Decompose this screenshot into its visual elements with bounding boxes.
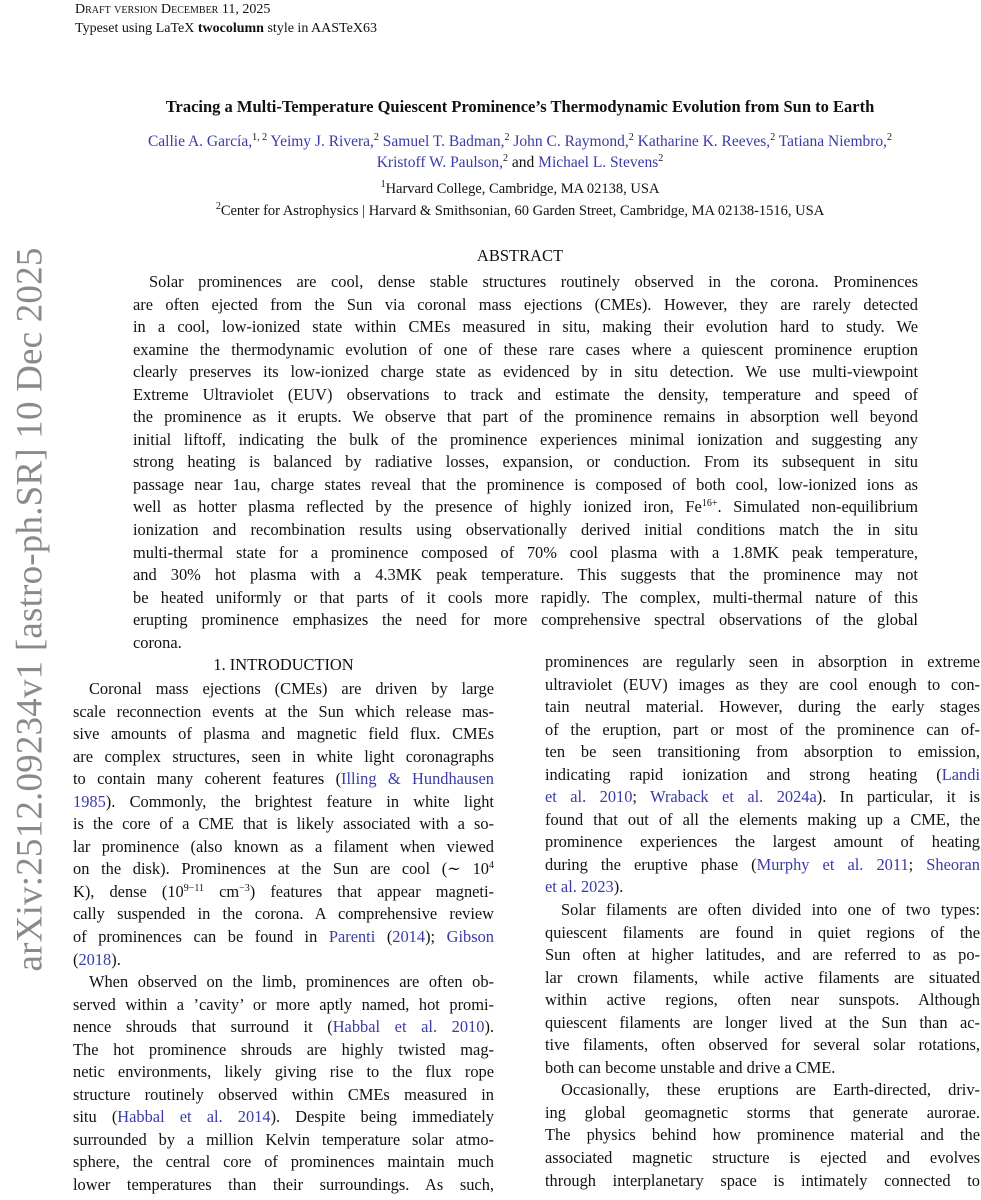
- text-run: Solar prominences are cool, dense stable structures routinely observed in the corona. Prominences: [149, 272, 918, 291]
- text-run: initial liftoff, indicating the bulk of the prominence experiences minimal ionization and suggesting any: [133, 429, 918, 449]
- left-column-text: [73, 678, 494, 1197]
- text-line: [73, 1129, 494, 1152]
- text-run: is the core of a CME that is likely associated with a so-: [73, 814, 494, 834]
- text-run: sive amounts of plasma and magnetic field flux. CMEs: [73, 724, 494, 744]
- text-line: [73, 1016, 494, 1039]
- text-run: to contain many coherent features (: [73, 769, 342, 789]
- text-line: [73, 1084, 494, 1107]
- citation-link[interactable]: 2018: [78, 949, 112, 969]
- text-line: [133, 564, 918, 587]
- author-list: [40, 131, 981, 173]
- text-line: [73, 701, 494, 724]
- text-run: passage near 1au, charge states reveal that the prominence is composed of both cool, low-ionized ions as: [133, 474, 918, 494]
- text-line: [73, 1061, 494, 1084]
- text-run: ;: [908, 854, 927, 874]
- text-run: on the disk). Prominences at the Sun are cool (∼ 10: [73, 859, 489, 879]
- text-line: [545, 989, 980, 1012]
- typeset-prefix: Typeset using: [75, 21, 156, 36]
- text-line: [73, 836, 494, 859]
- text-run: sphere, the central core of prominences maintain much: [73, 1152, 494, 1172]
- text-run: examine the thermodynamic evolution of one of these rare cases where a quiescent prominence eruption: [133, 339, 918, 359]
- text-line: [545, 1147, 980, 1170]
- affiliation-2: [0, 203, 981, 220]
- text-line: [73, 1151, 494, 1174]
- text-line: [133, 406, 918, 429]
- text-line: [73, 971, 494, 994]
- text-run: scale reconnection events at the Sun which release mas-: [73, 701, 494, 721]
- citation-link[interactable]: Landi: [941, 764, 980, 784]
- citation-link[interactable]: Illing & Hundhausen: [341, 769, 494, 789]
- section-heading-introduction: 1. INTRODUCTION: [213, 655, 354, 674]
- author-name[interactable]: Michael L. Stevens: [538, 154, 659, 171]
- text-line: [73, 1106, 494, 1129]
- text-run: surrounded by a million Kelvin temperature solar atmo-: [73, 1129, 494, 1149]
- paragraph: [133, 271, 918, 654]
- text-run: cally suspended in the corona. A comprehensive review: [73, 904, 494, 924]
- text-line: [73, 678, 494, 701]
- text-line: [133, 587, 918, 610]
- author-name[interactable]: Katharine K. Reeves,: [637, 133, 771, 150]
- text-run: are complex structures, seen in white light coronagraphs: [73, 746, 494, 766]
- text-line: [73, 791, 494, 814]
- text-run: ).: [613, 877, 624, 897]
- text-line: [133, 339, 918, 362]
- text-run: structure routinely observed within CMEs measured in: [73, 1084, 494, 1104]
- text-run: (: [375, 927, 393, 947]
- text-run: clearly preserves its low-ionized charge state as evidenced by in situ detection. We use multi-viewpoint: [133, 362, 918, 382]
- text-run: during the eruptive phase (: [545, 854, 757, 874]
- text-line: [545, 944, 980, 967]
- text-run: ).: [111, 949, 121, 969]
- right-column-text: [545, 651, 980, 1192]
- author-affiliation-mark: 2: [503, 153, 509, 164]
- text-run: be heated uniformly or that parts of it cools more rapidly. The complex, multi-thermal nature of this: [133, 587, 918, 607]
- citation-link[interactable]: Sheoran: [926, 854, 980, 874]
- text-line: [73, 1039, 494, 1062]
- text-run: quiescent filaments are found in quiet regions of the: [545, 922, 980, 942]
- text-run: prominence experiences the largest amount of heating: [545, 832, 980, 852]
- text-run: Coronal mass ejections (CMEs) are driven by large: [89, 679, 494, 698]
- superscript: 16+: [701, 498, 718, 510]
- paragraph: [73, 678, 494, 971]
- text-line: [545, 854, 980, 877]
- text-run: K), dense (10: [73, 881, 184, 901]
- affiliation-text: Center for Astrophysics | Harvard & Smithsonian, 60 Garden Street, Cambridge, MA 02138-1516, USA: [220, 203, 825, 219]
- text-line: [133, 496, 918, 519]
- text-line: [545, 1170, 980, 1193]
- typeset-suffix: style in AASTeX63: [263, 21, 377, 36]
- text-line: [545, 899, 980, 922]
- text-line: [545, 651, 980, 674]
- typeset-note: [75, 19, 377, 38]
- text-run: The physics behind how prominence material and the: [545, 1125, 980, 1145]
- citation-link[interactable]: 2014: [392, 927, 426, 947]
- text-run: associated magnetic structure is ejected and evolves: [545, 1148, 980, 1168]
- author-affiliation-mark: 2: [887, 132, 893, 143]
- author-name[interactable]: Kristoff W. Paulson,: [376, 154, 504, 171]
- text-line: [73, 723, 494, 746]
- text-line: [73, 1174, 494, 1197]
- text-run: indicating rapid ionization and strong heating (: [545, 764, 942, 784]
- superscript: 9−11: [183, 882, 205, 894]
- text-run: of the eruption, part or most of the prominence can of-: [545, 719, 980, 739]
- text-line: [73, 926, 494, 949]
- citation-link[interactable]: Murphy et al. 2011: [756, 854, 909, 874]
- paragraph: [545, 651, 980, 899]
- text-line: [73, 881, 494, 904]
- text-line: [133, 542, 918, 565]
- text-run: ten be seen transitioning from absorption to emission,: [545, 742, 980, 762]
- text-run: ). Despite being immediately: [270, 1107, 494, 1127]
- text-run: lar crown filaments, while active filaments are situated: [545, 967, 980, 987]
- text-run: cm: [204, 881, 240, 901]
- text-run: are often ejected from the Sun via coronal mass ejections (CMEs). However, they are rarely detected: [133, 294, 918, 314]
- text-run: prominences are regularly seen in absorption in extreme: [545, 652, 980, 671]
- text-run: ). In particular, it is: [816, 787, 980, 807]
- text-line: [545, 967, 980, 990]
- citation-link[interactable]: Gibson: [446, 927, 494, 947]
- citation-link[interactable]: Habbal et al. 2010: [332, 1017, 485, 1037]
- and-word: and: [508, 154, 539, 171]
- text-run: Solar filaments are often divided into one of two types:: [561, 900, 980, 920]
- text-run: found that out of all the elements making up a CME, the: [545, 809, 980, 829]
- latex-logo: LaTeX: [155, 21, 195, 36]
- text-line: [133, 294, 918, 317]
- affiliation-number: 1: [380, 179, 386, 190]
- text-run: ultraviolet (EUV) images as they are cool enough to con-: [545, 674, 980, 694]
- text-run: served within a ’cavity’ or more aptly named, hot promi-: [73, 994, 494, 1014]
- text-run: );: [425, 927, 447, 947]
- text-run: . Simulated non-equilibrium: [717, 497, 918, 517]
- text-line: [545, 786, 980, 809]
- text-line: [545, 674, 980, 697]
- text-line: [545, 1012, 980, 1035]
- superscript: −3: [239, 882, 250, 894]
- author-affiliation-mark: 2: [628, 132, 634, 143]
- text-line: [133, 271, 918, 294]
- author-affiliation-mark: 2: [504, 132, 510, 143]
- text-run: ).: [484, 1017, 494, 1037]
- text-line: [73, 768, 494, 791]
- running-header: [75, 0, 377, 38]
- text-line: [545, 1079, 980, 1102]
- author-affiliation-mark: 2: [658, 153, 664, 164]
- paper-title: Tracing a Multi-Temperature Quiescent Prominence’s Thermodynamic Evolution from Sun to Earth: [165, 97, 875, 116]
- text-line: [545, 696, 980, 719]
- citation-link[interactable]: 1985: [73, 791, 106, 811]
- paragraph: [545, 899, 980, 1079]
- paragraph: [545, 1079, 980, 1192]
- text-line: [73, 746, 494, 769]
- text-line: [545, 1034, 980, 1057]
- citation-link[interactable]: Wraback et al. 2024a: [650, 787, 817, 807]
- author-name[interactable]: Callie A. García,: [147, 133, 253, 150]
- text-line: [73, 858, 494, 881]
- text-run: through interplanetary space is intimately connected to: [545, 1170, 980, 1190]
- text-run: nence shrouds that surround it (: [73, 1017, 333, 1037]
- text-line: [133, 451, 918, 474]
- author-name[interactable]: John C. Raymond,: [513, 133, 629, 150]
- abstract-body: [133, 271, 918, 654]
- text-run: corona.: [133, 632, 182, 652]
- text-run: and 30% hot plasma with a 4.3MK peak temperature. This suggests that the prominence may not: [133, 565, 918, 585]
- text-run: ;: [632, 787, 651, 807]
- text-run: Sun often at higher latitudes, and are referred to as po-: [545, 945, 980, 965]
- text-run: multi-thermal state for a prominence composed of 70% cool plasma with a 1.8MK peak temperature,: [133, 542, 918, 562]
- text-line: [133, 609, 918, 632]
- text-run: the prominence as it erupts. We observe that part of the prominence remains in absorption well beyond: [133, 407, 918, 427]
- text-run: quiescent filaments are longer lived at the Sun than ac-: [545, 1012, 980, 1032]
- text-run: lar prominence (also known as a filament when viewed: [73, 836, 494, 856]
- text-run: ing global geomagnetic storms that generate aurorae.: [545, 1102, 980, 1122]
- author-affiliation-mark: 2: [770, 132, 776, 143]
- text-run: within active regions, often near sunspots. Although: [545, 990, 980, 1010]
- text-line: [133, 519, 918, 542]
- author-affiliation-mark: 1, 2: [252, 132, 268, 143]
- text-run: Occasionally, these eruptions are Earth-directed, driv-: [561, 1080, 980, 1100]
- text-run: both can become unstable and drive a CME.: [545, 1057, 836, 1077]
- text-line: [545, 1124, 980, 1147]
- text-run: well as hotter plasma reflected by the presence of highly ionized iron, Fe: [133, 497, 702, 517]
- text-line: [133, 316, 918, 339]
- text-line: [545, 741, 980, 764]
- text-run: (: [73, 949, 79, 969]
- text-run: ). Commonly, the brightest feature in white light: [105, 791, 494, 811]
- text-line: [73, 994, 494, 1017]
- author-name[interactable]: Tatiana Niembro,: [778, 133, 888, 150]
- text-line: [545, 831, 980, 854]
- abstract-heading: ABSTRACT: [476, 246, 564, 265]
- paragraph: [73, 971, 494, 1196]
- author-name[interactable]: Samuel T. Badman,: [382, 133, 505, 150]
- text-line: [133, 361, 918, 384]
- text-run: in a cool, low-ionized state within CMEs measured in situ, making their evolution hard to study. We: [133, 317, 918, 337]
- text-run: When observed on the limb, prominences are often ob-: [89, 972, 494, 992]
- text-line: [73, 903, 494, 926]
- text-line: [545, 719, 980, 742]
- text-run: tive filaments, often observed for several solar rotations,: [545, 1035, 980, 1055]
- text-run: The hot prominence shrouds are highly twisted mag-: [73, 1039, 494, 1059]
- text-line: [545, 764, 980, 787]
- text-run: netic environments, likely giving rise to the flux rope: [73, 1062, 494, 1082]
- text-run: strong heating is balanced by radiative losses, expansion, or conduction. From its subsequent in situ: [133, 452, 918, 472]
- citation-link[interactable]: et al. 2023: [545, 877, 614, 897]
- text-line: [545, 1057, 980, 1080]
- text-run: of prominences can be found in: [73, 927, 329, 947]
- citation-link[interactable]: Habbal et al. 2014: [117, 1107, 271, 1127]
- draft-date: Draft version December 11, 2025: [75, 2, 271, 17]
- text-run: lower temperatures than their surroundings. As such,: [73, 1175, 494, 1195]
- text-run: ionization and recombination results using observationally derived initial conditions match the in situ: [133, 520, 918, 540]
- text-line: [545, 1102, 980, 1125]
- text-line: [545, 876, 980, 899]
- affiliation-1: [0, 181, 981, 198]
- text-run: tain neutral material. However, during the early stages: [545, 697, 980, 717]
- text-line: [73, 949, 494, 972]
- affiliation-number: 2: [215, 201, 221, 212]
- author-name[interactable]: Yeimy J. Rivera,: [270, 133, 374, 150]
- text-run: situ (: [73, 1107, 118, 1127]
- superscript: 4: [489, 860, 494, 872]
- text-line: [133, 429, 918, 452]
- text-run: erupting prominence emphasizes the need for more comprehensive spectral observations of the global: [133, 610, 918, 630]
- text-line: [73, 813, 494, 836]
- text-run: ) features that appear magneti-: [249, 881, 494, 901]
- typeset-style: twocolumn: [197, 21, 264, 36]
- affiliation-text: Harvard College, Cambridge, MA 02138, USA: [385, 181, 660, 197]
- arxiv-identifier[interactable]: arXiv:2512.09234v1 [astro-ph.SR] 10 Dec 2025: [9, 247, 51, 972]
- citation-link[interactable]: Parenti: [328, 927, 376, 947]
- text-line: [545, 922, 980, 945]
- text-line: [545, 809, 980, 832]
- text-run: Extreme Ultraviolet (EUV) observations to track and estimate the density, temperature and speed of: [133, 384, 918, 404]
- text-line: [133, 474, 918, 497]
- citation-link[interactable]: et al. 2010: [545, 787, 633, 807]
- text-line: [133, 384, 918, 407]
- author-affiliation-mark: 2: [373, 132, 379, 143]
